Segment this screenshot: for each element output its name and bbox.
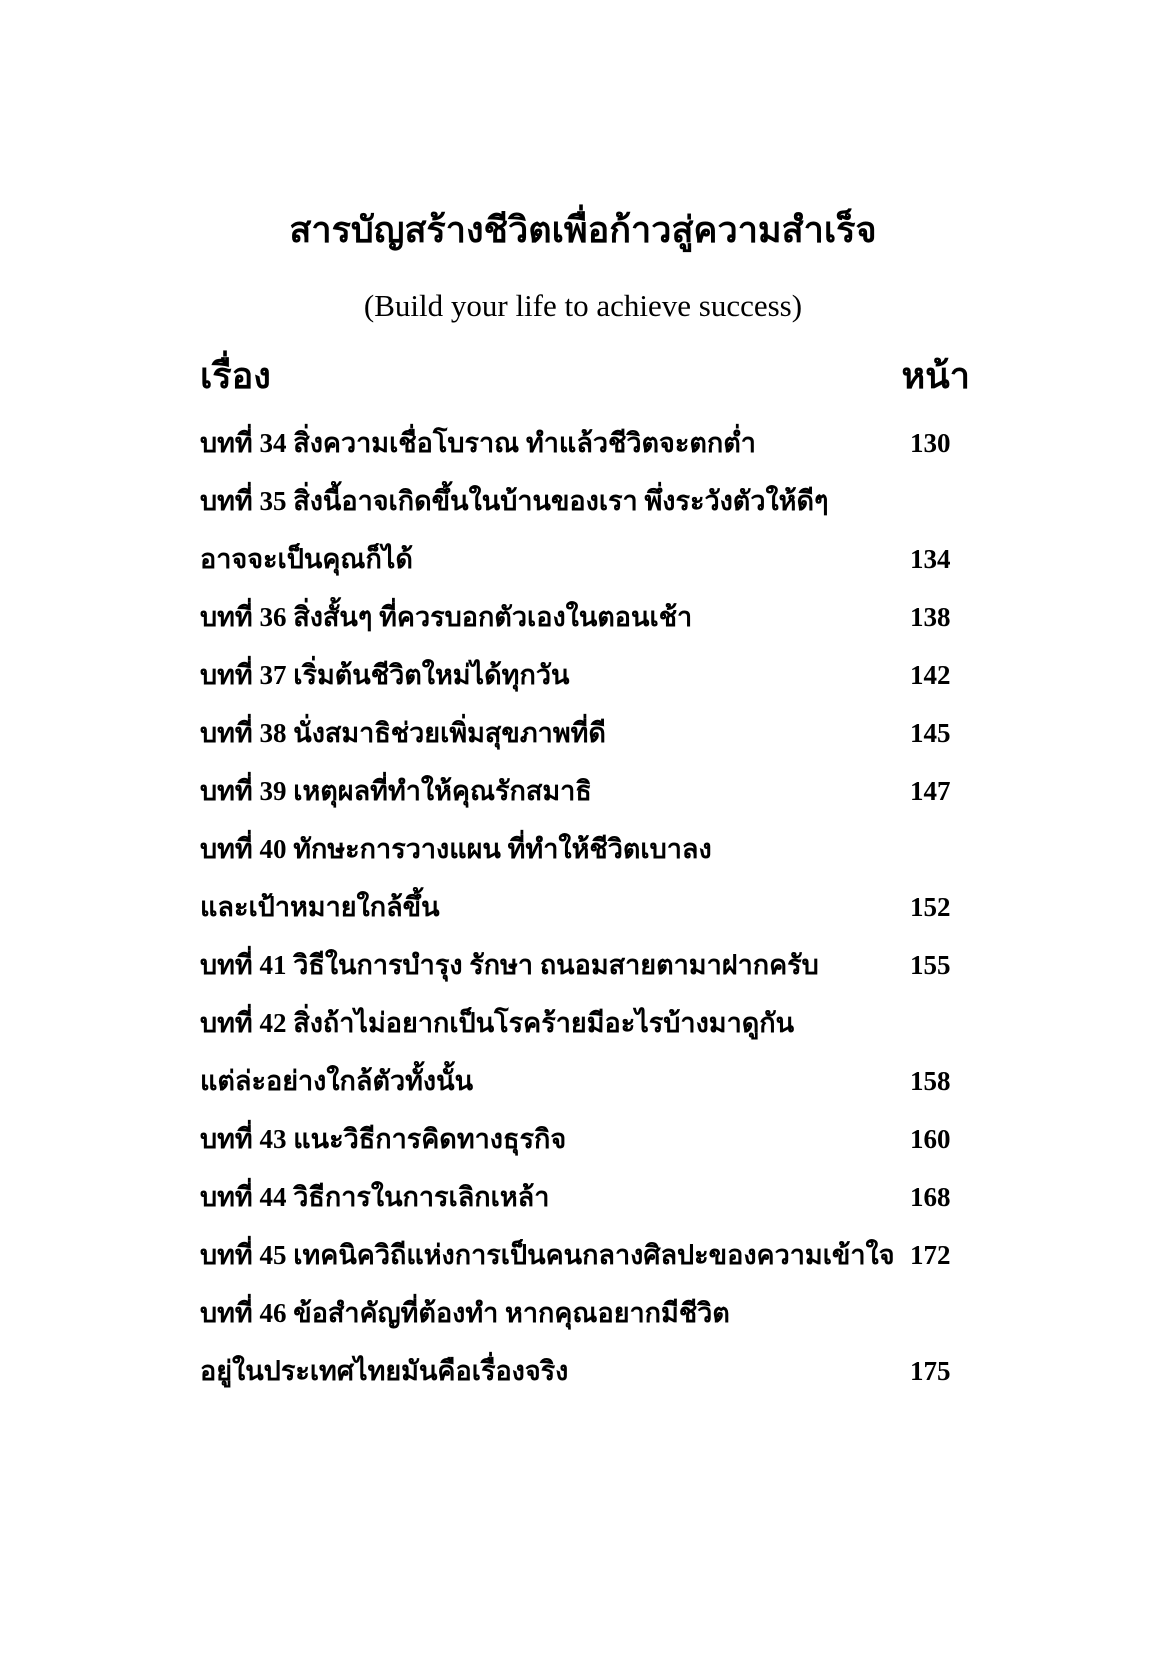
- toc-entry-page-number: 168: [910, 1182, 951, 1212]
- toc-entry-title: แต่ล่ะอย่างใกล้ตัวทั้งนั้น: [200, 1066, 474, 1096]
- toc-entry-title: บทที่ 43 แนะวิธีการคิดทางธุรกิจ: [200, 1124, 567, 1154]
- toc-entry-page-number: 138: [910, 602, 951, 632]
- toc-entry-title: บทที่ 34 สิ่งความเชื่อโบราณ ทำแล้วชีวิตจะตกต่ำ: [200, 428, 756, 458]
- toc-entry-title: และเป้าหมายใกล้ขึ้น: [200, 892, 440, 922]
- page-title: สารบัญสร้างชีวิตเพื่อก้าวสู่ความสำเร็จ: [289, 210, 877, 250]
- toc-entry-line: [200, 762, 970, 820]
- toc-entry-line: [200, 878, 970, 936]
- toc-entry-title: บทที่ 38 นั่งสมาธิช่วยเพิ่มสุขภาพที่ดี: [200, 718, 606, 748]
- toc-entry-line: [200, 994, 970, 1052]
- toc-entry-title: บทที่ 42 สิ่งถ้าไม่อยากเป็นโรคร้ายมีอะไรบ้างมาดูกัน: [200, 1008, 795, 1038]
- toc-entry-title: บทที่ 39 เหตุผลที่ทำให้คุณรักสมาธิ: [200, 776, 592, 806]
- toc-entry-line: [200, 1284, 970, 1342]
- toc-entry-title: บทที่ 35 สิ่งนี้อาจเกิดขึ้นในบ้านของเรา พึ่งระวังตัวให้ดีๆ: [200, 486, 829, 516]
- table-of-contents: [200, 414, 970, 1400]
- toc-entry-page-number: 175: [910, 1356, 951, 1386]
- toc-entry-title: บทที่ 40 ทักษะการวางแผน ที่ทำให้ชีวิตเบาลง: [200, 834, 712, 864]
- toc-entry-title: บทที่ 45 เทคนิควิถีแห่งการเป็นคนกลางศิลปะของความเข้าใจ: [200, 1240, 895, 1270]
- toc-entry-page-number: 172: [910, 1240, 951, 1270]
- toc-entry-title: อาจจะเป็นคุณก็ได้: [200, 544, 413, 574]
- toc-entry-title: บทที่ 44 วิธีการในการเลิกเหล้า: [200, 1182, 550, 1212]
- toc-entry-line: [200, 472, 970, 530]
- toc-entry-page-number: 130: [910, 428, 951, 458]
- toc-entry-line: [200, 530, 970, 588]
- toc-entry-page-number: 155: [910, 950, 951, 980]
- toc-entry-page-number: 147: [910, 776, 951, 806]
- toc-entry-line: [200, 936, 970, 994]
- toc-entry-line: [200, 1168, 970, 1226]
- toc-entry-page-number: 142: [910, 660, 951, 690]
- toc-entry-page-number: 134: [910, 544, 951, 574]
- toc-entry-line: [200, 1226, 970, 1284]
- toc-entry-title: บทที่ 41 วิธีในการบำรุง รักษา ถนอมสายตามาฝากครับ: [200, 950, 819, 980]
- toc-entry-line: [200, 1342, 970, 1400]
- page-subtitle: (Build your life to achieve success): [363, 288, 803, 323]
- toc-entry-page-number: 158: [910, 1066, 951, 1096]
- toc-entry-title: บทที่ 36 สิ่งสั้นๆ ที่ควรบอกตัวเองในตอนเช้า: [200, 602, 693, 632]
- toc-entry-line: [200, 414, 970, 472]
- toc-entry-title: บทที่ 46 ข้อสำคัญที่ต้องทำ หากคุณอยากมีชีวิต: [200, 1298, 730, 1328]
- toc-header-row: [200, 352, 970, 400]
- toc-entry-line: [200, 820, 970, 878]
- toc-entry-title: อยู่ในประเทศไทยมันคือเรื่องจริง: [200, 1356, 569, 1386]
- column-heading-topic: เรื่อง: [200, 356, 271, 396]
- toc-entry-line: [200, 1052, 970, 1110]
- toc-entry-line: [200, 588, 970, 646]
- toc-entry-page-number: 145: [910, 718, 951, 748]
- toc-entry-line: [200, 646, 970, 704]
- column-heading-page: หน้า: [901, 356, 970, 396]
- toc-entry-title: บทที่ 37 เริ่มต้นชีวิตใหม่ได้ทุกวัน: [200, 660, 570, 690]
- toc-entry-line: [200, 1110, 970, 1168]
- toc-entry-page-number: 152: [910, 892, 951, 922]
- toc-entry-line: [200, 704, 970, 762]
- toc-entry-page-number: 160: [910, 1124, 951, 1154]
